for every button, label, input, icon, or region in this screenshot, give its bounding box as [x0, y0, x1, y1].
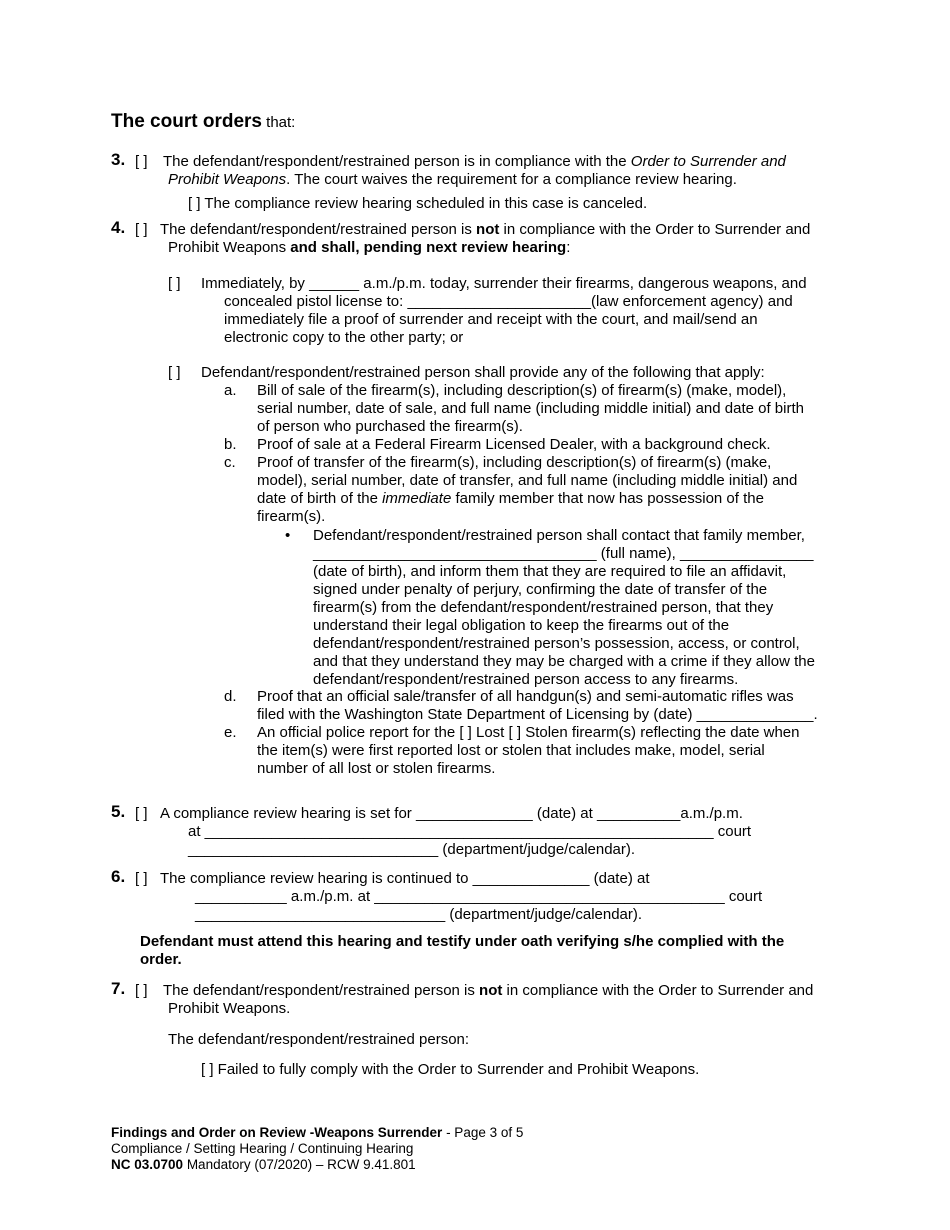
item-4-option-a-line-1: Immediately, by ______ a.m./p.m. today, surrender their firearms, dangerous weapons, and — [201, 275, 807, 292]
bullet-line-9: defendant/respondent/restrained person access to any firearms. — [313, 671, 739, 688]
item-6-line-1: The compliance review hearing is continued to ______________ (date) at — [160, 870, 650, 887]
list-c-line-1: Proof of transfer of the firearm(s), including description(s) of firearm(s) (make, — [257, 454, 772, 471]
item-4-number: 4. — [111, 218, 126, 237]
footer-line-1: Findings and Order on Review -Weapons Surrender - Page 3 of 5 — [111, 1125, 524, 1140]
item-6-number: 6. — [111, 867, 126, 886]
list-c-line-3: date of birth of the immediate family member that now has possession of the — [257, 490, 764, 507]
bullet-line-3: (date of birth), and inform them that they are required to file an affidavit, — [313, 563, 787, 580]
item-7-failed-option[interactable]: [ ] Failed to fully comply with the Order to Surrender and Prohibit Weapons. — [201, 1061, 700, 1078]
list-label-d: d. — [224, 688, 237, 705]
footer-line-3: NC 03.0700 Mandatory (07/2020) – RCW 9.41.801 — [111, 1157, 416, 1172]
item-4-checkbox[interactable]: [ ] — [135, 221, 148, 238]
list-a-line-1: Bill of sale of the firearm(s), including description(s) of firearm(s) (make, model), — [257, 382, 787, 399]
bullet-line-2: __________________________________ (full name), ________________ — [313, 545, 814, 562]
bullet-line-5: firearm(s) from the defendant/respondent/restrained person, that they — [313, 599, 774, 616]
list-a-line-3: of person who purchased the firearm(s). — [257, 418, 523, 435]
list-d-line-2: filed with the Washington State Department of Licensing by (date) ______________. — [257, 706, 818, 723]
list-e-line-1: An official police report for the [ ] Lost [ ] Stolen firearm(s) reflecting the date when — [257, 724, 800, 741]
list-label-a: a. — [224, 382, 237, 399]
item-4-option-a-line-4: electronic copy to the other party; or — [224, 329, 464, 346]
heading-rest: that: — [266, 114, 296, 131]
item-3-line-2: Prohibit Weapons. The court waives the requirement for a compliance review hearing. — [168, 171, 737, 188]
attend-notice-line-2: order. — [140, 951, 182, 968]
list-label-e: e. — [224, 724, 237, 741]
list-c-line-4: firearm(s). — [257, 508, 326, 525]
item-3-line-1: The defendant/respondent/restrained person is in compliance with the Order to Surrender and — [163, 153, 786, 170]
item-3-number: 3. — [111, 150, 126, 169]
list-c-line-2: model), serial number, date of transfer, and full name (including middle initial) and — [257, 472, 798, 489]
item-7-line-2: Prohibit Weapons. — [168, 1000, 291, 1017]
item-5-line-1: A compliance review hearing is set for ______________ (date) at __________a.m./p.m. — [160, 805, 743, 822]
item-5-line-3: ______________________________ (department/judge/calendar). — [188, 841, 636, 858]
list-e-line-2: the item(s) were first reported lost or stolen that includes make, model, serial — [257, 742, 765, 759]
list-label-b: b. — [224, 436, 237, 453]
section-heading — [111, 113, 295, 132]
list-a-line-2: serial number, date of sale, and full name (including middle initial) and date of birth — [257, 400, 804, 417]
attend-notice-line-1: Defendant must attend this hearing and testify under oath verifying s/he complied with the — [140, 933, 785, 950]
list-label-c: c. — [224, 454, 236, 471]
bullet-line-4: signed under penalty of perjury, confirming the date of transfer of the — [313, 581, 768, 598]
bullet-line-7: defendant/respondent/restrained person’s possession, access, or control, — [313, 635, 800, 652]
bullet-icon: • — [285, 527, 291, 544]
item-7-line-1: The defendant/respondent/restrained person is not in compliance with the Order to Surrender and — [163, 982, 814, 999]
item-6-line-2: ___________ a.m./p.m. at __________________________________________ court — [195, 888, 763, 905]
item-5-checkbox[interactable]: [ ] — [135, 805, 148, 822]
item-4-option-b-checkbox[interactable]: [ ] — [168, 364, 181, 381]
item-7-checkbox[interactable]: [ ] — [135, 982, 148, 999]
item-6-line-3: ______________________________ (department/judge/calendar). — [195, 906, 643, 923]
item-4-option-b-intro: Defendant/respondent/restrained person shall provide any of the following that apply: — [201, 364, 765, 381]
item-5-line-2: at _____________________________________________________________ court — [188, 823, 752, 840]
item-4-option-a-checkbox[interactable]: [ ] — [168, 275, 181, 292]
heading-main: The court orders — [111, 111, 262, 132]
footer-line-2: Compliance / Setting Hearing / Continuing Hearing — [111, 1141, 414, 1156]
item-3-checkbox[interactable]: [ ] — [135, 153, 148, 170]
item-4-option-a-line-3: immediately file a proof of surrender and receipt with the court, and mail/send an — [224, 311, 758, 328]
item-4-line-1: The defendant/respondent/restrained person is not in compliance with the Order to Surrender and — [160, 221, 811, 238]
item-3-hearing-canceled-option[interactable]: [ ] The compliance review hearing scheduled in this case is canceled. — [188, 195, 648, 212]
list-d-line-1: Proof that an official sale/transfer of all handgun(s) and semi-automatic rifles was — [257, 688, 794, 705]
list-e-line-3: number of all lost or stolen firearms. — [257, 760, 496, 777]
page-footer — [111, 1125, 523, 1173]
item-5-number: 5. — [111, 802, 126, 821]
item-6-checkbox[interactable]: [ ] — [135, 870, 148, 887]
bullet-line-1: Defendant/respondent/restrained person shall contact that family member, — [313, 527, 805, 544]
item-7-number: 7. — [111, 979, 126, 998]
list-b-line-1: Proof of sale at a Federal Firearm Licensed Dealer, with a background check. — [257, 436, 771, 453]
item-4-option-a-line-2: concealed pistol license to: ______________________(law enforcement agency) and — [224, 293, 793, 310]
item-7-line-3: The defendant/respondent/restrained person: — [168, 1031, 470, 1048]
bullet-line-8: and that they understand they may be charged with a crime if they allow the — [313, 653, 815, 670]
item-4-line-2: Prohibit Weapons and shall, pending next review hearing: — [168, 239, 571, 256]
bullet-line-6: understand their legal obligation to keep the firearms out of the — [313, 617, 730, 634]
